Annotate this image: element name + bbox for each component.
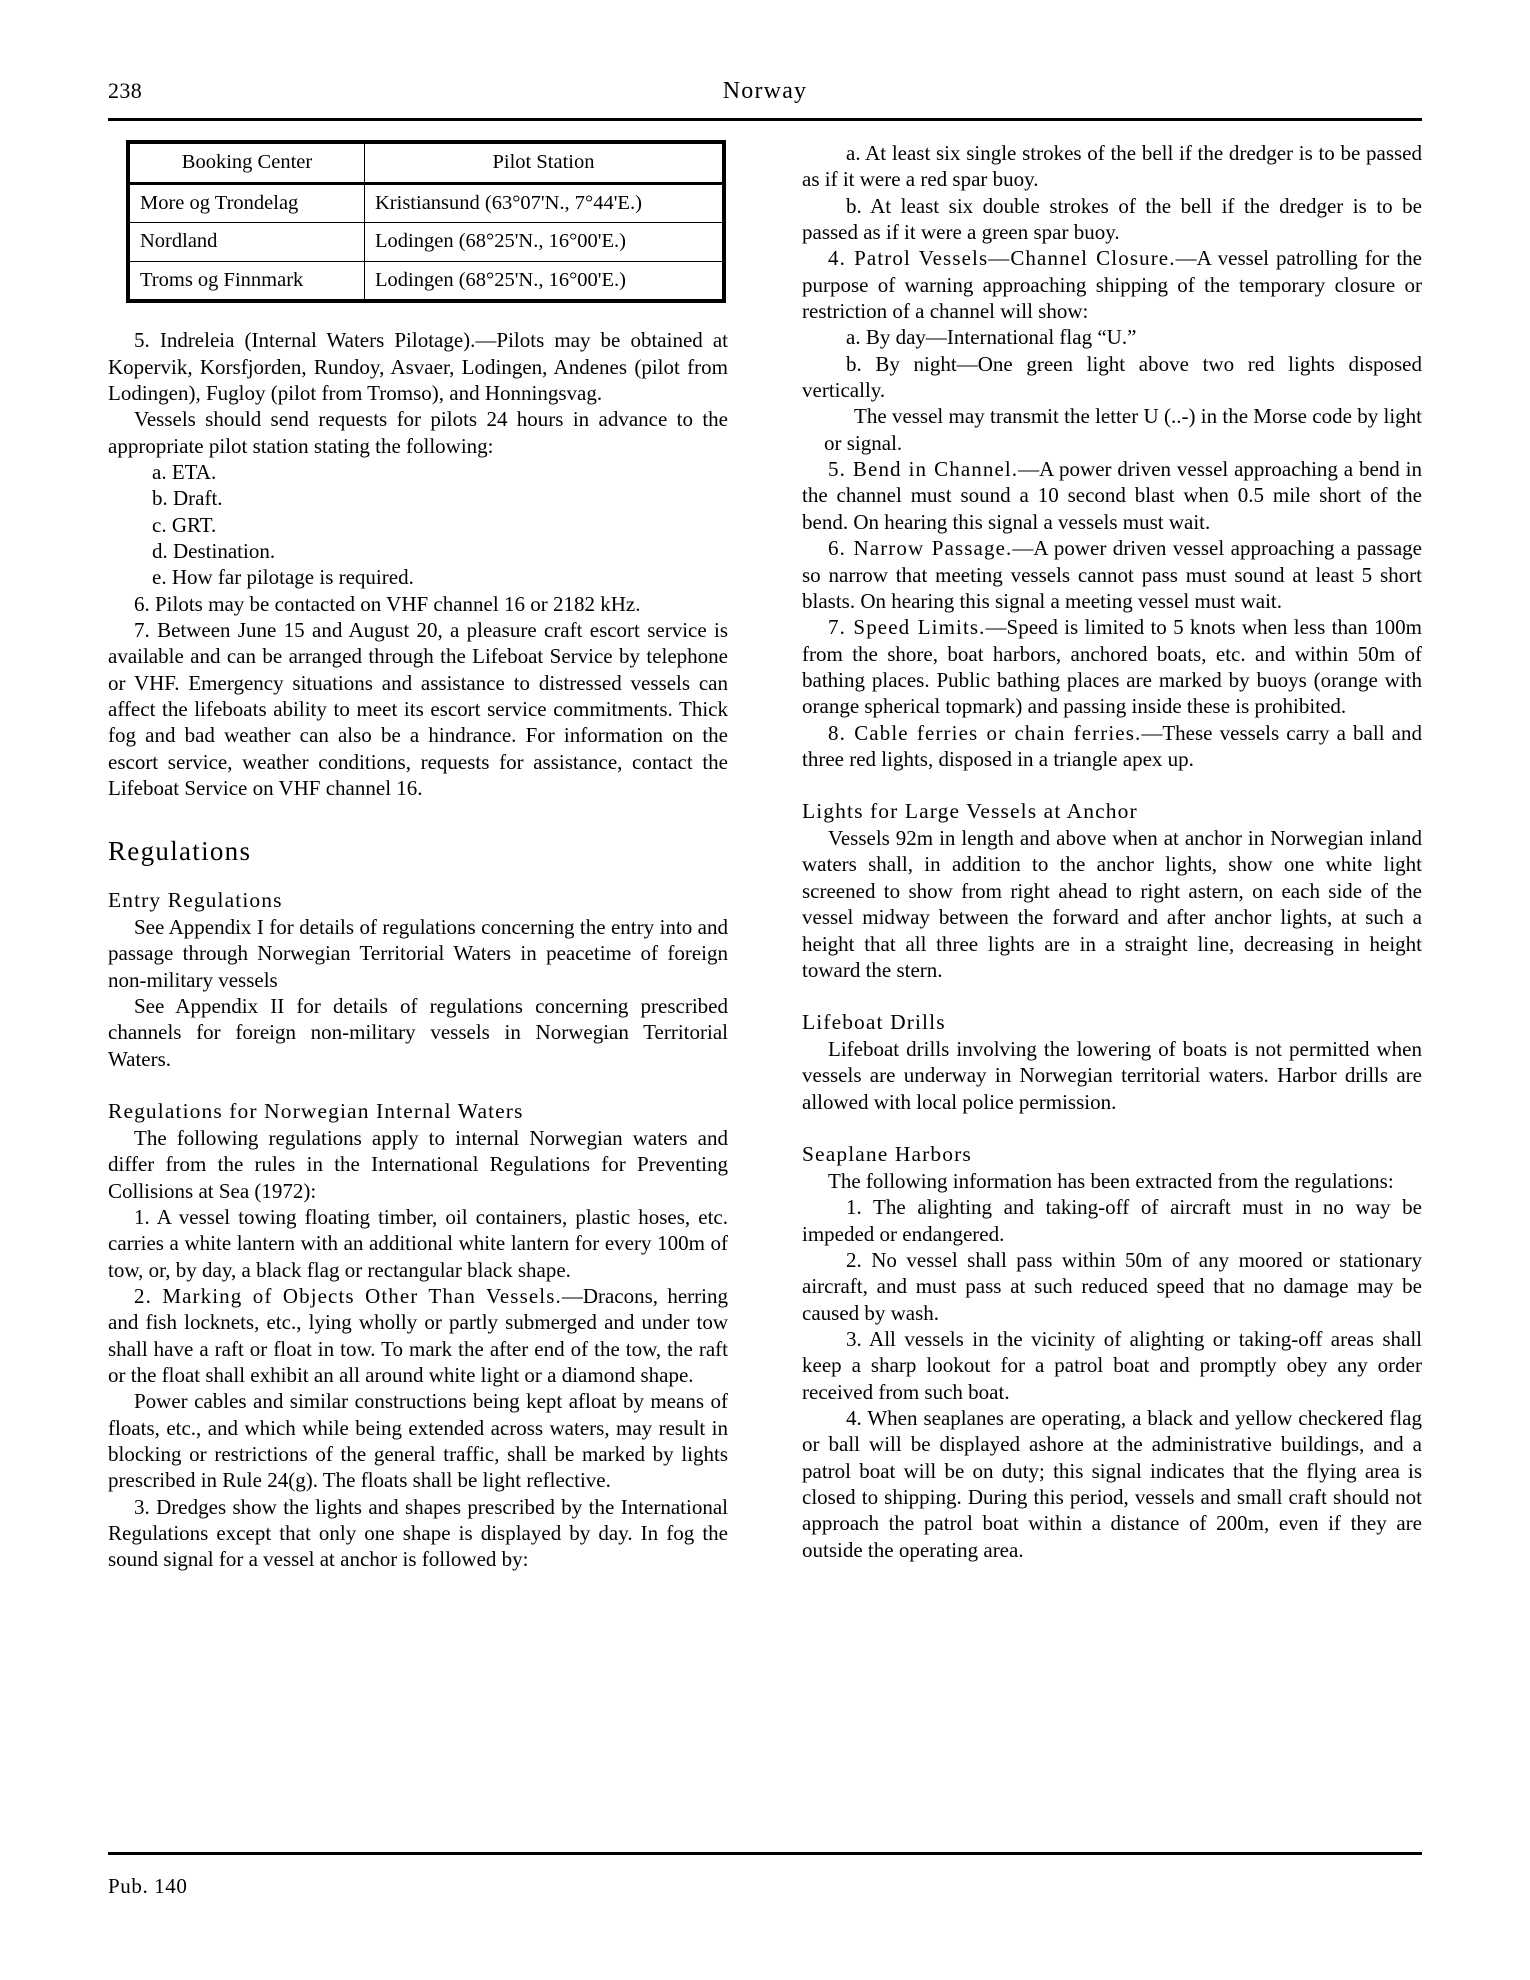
paragraph-internal-item-2 [108, 1283, 728, 1388]
table-row [128, 261, 724, 301]
paragraph-seaplane-item-4: 4. When seaplanes are operating, a black and yellow checkered flag or ball will be displayed ashore at the administrative buildings, and a patrol boat will be on duty; this signal indicates that the flying area is closed to shipping. During this period, vessels and small craft should not approach the patrol boat within a distance of 200m, even if they are outside the operating area. [802, 1406, 1422, 1562]
term-patrol-vessels-body: —A vessel patrolling for the purpose of warning approaching shipping of the temporary closure or restriction of a channel will show: [802, 246, 1422, 324]
term-narrow-passage: 6. Narrow Passage. [828, 536, 1013, 561]
table-row [128, 223, 724, 262]
term-cable-ferries-body: —These vessels carry a ball and three red lights, disposed in a triangle apex up. [802, 720, 1422, 771]
paragraph-item-6: 6. Pilots may be contacted on VHF channel 16 or 2182 kHz. [134, 591, 641, 616]
table-row [128, 183, 724, 223]
term-narrow-passage-body: —A power driven vessel approaching a passage so narrow that meeting vessels cannot pass must sound at least 5 short blasts. On hearing this signal a meeting vessel must wait. [802, 536, 1422, 613]
table-header-row [128, 142, 724, 183]
right-column [802, 140, 1422, 1563]
term-speed-limits-body: —Speed is limited to 5 knots when less than 100m from the shore, boat harbors, anchored boats, etc. and within 50m of bathing places. Public bathing places are marked by buoys (orange with orange spherical topmark) and passing inside these is prohibited. [802, 615, 1423, 719]
paragraph-item-4-a: a. By day—International flag “U.” [846, 325, 1137, 350]
list-item-pilotage-required: e. How far pilotage is required. [152, 565, 414, 590]
spacer [802, 983, 1422, 1009]
column-header-pilot-station: Pilot Station [365, 142, 725, 183]
subsection-heading-internal-waters: Regulations for Norwegian Internal Waters [108, 1099, 524, 1123]
paragraph-internal-item-3: 3. Dredges show the lights and shapes prescribed by the International Regulations except that only one shape is displayed by day. In fog the sound signal for a vessel at anchor is followed by: [108, 1494, 728, 1572]
cell-pilot-station: Kristiansund (63°07'N., 7°44'E.) [365, 183, 725, 223]
subsection-heading-entry-regulations: Entry Regulations [108, 888, 283, 913]
subsection-heading-lifeboat-drills: Lifeboat Drills [802, 1010, 946, 1035]
section-heading-regulations: Regulations [108, 836, 252, 867]
left-column [108, 140, 728, 1573]
list-item-eta: a. ETA. [152, 459, 217, 484]
cell-booking-center: Troms og Finnmark [128, 261, 365, 301]
paragraph-pilot-requests: Vessels should send requests for pilots 24 hours in advance to the appropriate pilot station stating the following: [108, 407, 728, 458]
paragraph-appendix-i: See Appendix I for details of regulations concerning the entry into and passage through Norwegian Territorial Waters in peacetime of foreign non-military vessels [108, 914, 728, 992]
paragraph-item-8 [802, 720, 1422, 773]
term-marking-of-objects-body: —Dracons, herring and fish locknets, etc., lying wholly or partly submerged and under tow shall have a raft or float in tow. To mark the after end of the tow, the raft or the float shall exhibit an all around white light or a diamond shape. [108, 1283, 728, 1387]
paragraph-lifeboat-drills: Lifeboat drills involving the lowering of boats is not permitted when vessels are underway in Norwegian territorial waters. Harbor drills are allowed with local police permission. [802, 1037, 1422, 1114]
paragraph-item-4 [802, 245, 1422, 324]
paragraph-dredger-sub-b: b. At least six double strokes of the bell if the dredger is to be passed as if it were a green spar buoy. [802, 193, 1422, 245]
cell-pilot-station: Lodingen (68°25'N., 16°00'E.) [365, 223, 725, 262]
paragraph-seaplane-intro: The following information has been extracted from the regulations: [828, 1168, 1394, 1193]
list-item-destination: d. Destination. [152, 538, 276, 563]
paragraph-appendix-ii: See Appendix II for details of regulations concerning prescribed channels for foreign non-military vessels in Norwegian Territorial Waters. [108, 993, 728, 1071]
paragraph-item-6 [802, 535, 1422, 614]
term-speed-limits: 7. Speed Limits. [828, 615, 986, 640]
term-marking-of-objects: 2. Marking of Objects Other Than Vessels. [134, 1283, 562, 1308]
term-patrol-vessels: 4. Patrol Vessels—Channel Closure. [828, 246, 1176, 271]
running-title: Norway [722, 78, 808, 104]
paragraph-indreleia: 5. Indreleia (Internal Waters Pilotage).—Pilots may be obtained at Kopervik, Korsfjorden, Rundoy, Asvaer, Lodingen, Andenes (pilot from Lodingen), Fugloy (pilot from Tromso), and Honningsvag. [108, 328, 728, 405]
subsection-heading-seaplane-harbors: Seaplane Harbors [802, 1142, 972, 1167]
paragraph-power-cables: Power cables and similar constructions being kept afloat by means of floats, etc., and which while being extended across waters, may result in blocking or restrictions of the general traffic, shall be marked by lights prescribed in Rule 24(g). The floats shall be light reflective. [108, 1389, 728, 1493]
cell-booking-center: Nordland [128, 223, 365, 262]
paragraph-item-4-b: b. By night—One green light above two red lights disposed vertically. [802, 351, 1422, 403]
paragraph-seaplane-item-1: 1. The alighting and taking-off of aircraft must in no way be impeded or endangered. [802, 1195, 1422, 1246]
paragraph-item-7: 7. Between June 15 and August 20, a pleasure craft escort service is available and can be arranged through the Lifeboat Service by telephone or VHF. Emergency situations and assistance to distressed vessels can affect the lifeboats ability to meet its escort service commitments. Thick fog and bad weather can also be a hindrance. For information on the escort service, weather conditions, requests for assistance, contact the Lifeboat Service on VHF channel 16. [108, 617, 728, 801]
spacer [802, 1115, 1422, 1141]
pilot-station-table [126, 140, 726, 303]
header-divider [108, 118, 1422, 121]
list-item-grt: c. GRT. [152, 512, 217, 537]
paragraph-seaplane-item-3: 3. All vessels in the vicinity of alighting or taking-off areas shall keep a sharp lookout for a patrol boat and promptly obey any order received from such boat. [802, 1327, 1422, 1404]
paragraph-dredger-sub-a: a. At least six single strokes of the bell if the dredger is to be passed as if it were a red spar buoy. [802, 141, 1422, 192]
subsection-heading-lights-large-vessels: Lights for Large Vessels at Anchor [802, 799, 1138, 824]
paragraph-seaplane-item-2: 2. No vessel shall pass within 50m of any moored or stationary aircraft, and must pass at such reduced speed that no damage may be caused by wash. [802, 1248, 1422, 1325]
spacer [108, 313, 728, 327]
term-cable-ferries: 8. Cable ferries or chain ferries. [828, 720, 1142, 745]
spacer [802, 772, 1422, 798]
page-number: 238 [108, 78, 143, 103]
list-item-draft: b. Draft. [152, 486, 223, 511]
paragraph-item-7 [802, 614, 1422, 719]
footer-divider [108, 1852, 1422, 1855]
term-bend-in-channel: 5. Bend in Channel. [828, 457, 1019, 482]
paragraph-lights-large-vessels: Vessels 92m in length and above when at anchor in Norwegian inland waters shall, in addition to the anchor lights, show one white light screened to show from right ahead to right astern, on each side of the vessel midway between the forward and after anchor lights, at such a height that all three lights are in a straight line, decreasing in height toward the stern. [802, 826, 1422, 982]
column-header-booking-center: Booking Center [128, 142, 365, 183]
cell-pilot-station: Lodingen (68°25'N., 16°00'E.) [365, 261, 725, 301]
page-header [108, 78, 1422, 112]
spacer [108, 1072, 728, 1098]
paragraph-internal-item-1: 1. A vessel towing floating timber, oil containers, plastic hoses, etc. carries a white lantern with an additional white lantern for every 100m of tow, or, by day, a black flag or rectangular black shape. [108, 1204, 728, 1282]
paragraph-item-5 [802, 456, 1422, 535]
paragraph-internal-intro: The following regulations apply to internal Norwegian waters and differ from the rules in the International Regulations for Preventing Collisions at Sea (1972): [108, 1125, 728, 1203]
term-bend-in-channel-body: —A power driven vessel approaching a bend in the channel must sound a 10 second blast when 0.5 mile short of the bend. On hearing this signal a vessels must wait. [802, 457, 1422, 534]
publication-label: Pub. 140 [108, 1874, 188, 1898]
paragraph-item-4-note: The vessel may transmit the letter U (..-) in the Morse code by light or signal. [824, 404, 1422, 455]
cell-booking-center: More og Trondelag [128, 183, 365, 223]
